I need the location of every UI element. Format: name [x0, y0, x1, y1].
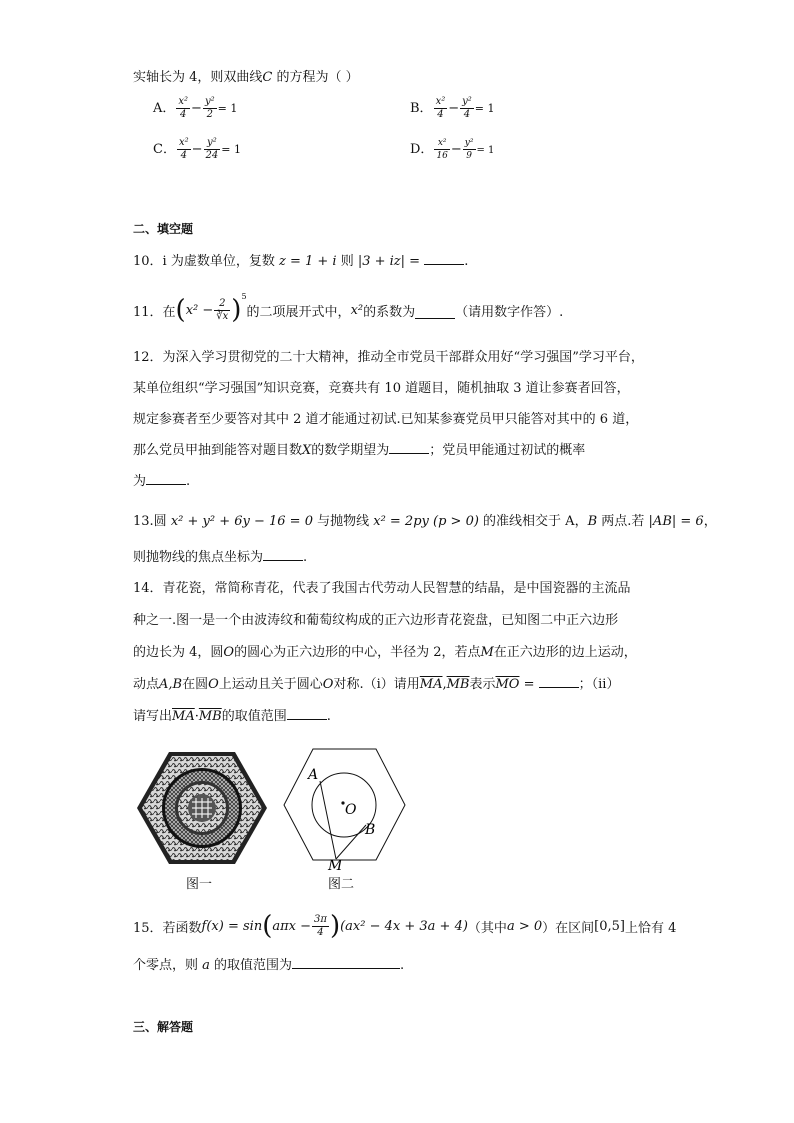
q11-text3: （请用数字作答）.: [455, 304, 564, 320]
q9-option-c: C． $\frac{\text{x²}}{4}$ − $\frac{\text{y²}}{24}$ = 1: [153, 137, 241, 161]
label-m: M: [328, 858, 343, 871]
q13-line2-end: .: [303, 550, 308, 565]
q15-line1: [133, 908, 676, 944]
q14-o: O: [208, 677, 219, 692]
q12-line4: [133, 435, 644, 466]
figure-2-hexagon-diagram: [282, 746, 407, 871]
frac-num: y²: [204, 137, 221, 150]
q11-paren-open: (: [175, 295, 186, 325]
q15-text2: （其中: [467, 920, 507, 936]
q14-line2: 种之一.图一是一个由波涛纹和葡萄纹构成的正六边形青花瓷盘，已知图二中正六边形: [133, 613, 619, 628]
option-label: A．: [153, 101, 176, 116]
figure-1-porcelain-plate: [136, 750, 268, 866]
label-o: O: [345, 802, 357, 818]
q9-stem-text: 实轴长为 4，则双曲线: [133, 70, 263, 85]
fraction: [176, 96, 190, 121]
q12-answer-blank-2: [146, 472, 186, 485]
q10-expr: z = 1 + i: [278, 254, 337, 269]
q15-fraction: [312, 914, 329, 939]
frac-num: x²: [435, 96, 446, 107]
q12-line4-text: 那么党员甲抽到能答对题目数: [133, 443, 303, 458]
q10-text2: 则: [336, 254, 358, 269]
frac-den: 4: [317, 926, 324, 938]
q9-option-a: A． $\frac{\text{x²}}{4}$ − $\frac{\text{y²}}{2}$ = 1: [153, 96, 238, 120]
fraction: [203, 96, 217, 121]
q14-line4-text5: 表示: [469, 677, 496, 692]
q11-number: 11．在: [133, 304, 176, 320]
q14-line3-text3: 在正六边形的边上运动，: [493, 645, 637, 660]
q12-line1: 12．为深入学习贯彻党的二十大精神，推动全市党员干部群众用好“学习强国”学习平台，: [133, 350, 644, 365]
frac-den: 4: [463, 109, 471, 120]
q9-stem-c: C: [262, 70, 273, 85]
q12-line5-end: .: [186, 474, 191, 489]
q15-answer-blank: [292, 956, 400, 969]
q11-text: 的二项展开式中，: [246, 304, 351, 320]
q15-line2-text2: 的取值范围为: [209, 958, 293, 973]
label-b: B: [365, 822, 376, 838]
q14-answer-blank-2: [287, 707, 327, 720]
q12-line5: [133, 466, 644, 497]
q14-ab: A,B: [159, 677, 183, 692]
frac-num: x²: [178, 137, 189, 148]
q14-vector-ma: $\overline{MA}$: [419, 677, 443, 692]
q12-line2: 某单位组织“学习强国”知识竞赛，竞赛共有 10 道题目，随机抽取 3 道让参赛者回答，: [133, 381, 630, 396]
frac-den: 9: [466, 151, 473, 161]
q15-line2-text: 个零点，则: [133, 958, 203, 973]
q9-stem-end: 的方程为（ ）: [272, 70, 359, 85]
q12-answer-blank-1: [389, 441, 429, 454]
q12-line4-text2: 的数学期望为: [311, 443, 390, 458]
q14-eq: =: [519, 677, 539, 692]
q10-abs: |3 + iz|: [357, 254, 406, 269]
q14-answer-blank-1: [539, 675, 579, 688]
q13-text3: 的准线相交于 A，: [478, 514, 588, 529]
q12-line5-text: 为: [133, 474, 147, 489]
section-heading-fill-blank: 二、填空题: [133, 222, 194, 236]
q10-number: 10．: [133, 254, 163, 269]
q14-line4-text3: 上运动且关于圆心: [218, 677, 323, 692]
q10: [133, 250, 468, 269]
q9-stem: [133, 66, 359, 85]
q14: [133, 573, 637, 733]
frac-num: x²: [178, 96, 189, 107]
q13-text5: ，: [703, 514, 717, 529]
frac-num: 3π: [314, 913, 327, 925]
q10-end: .: [464, 254, 469, 269]
frac-num: 2: [214, 298, 230, 311]
q14-line5-end: .: [326, 709, 331, 724]
fraction: [434, 96, 448, 121]
frac-num: y²: [462, 96, 472, 107]
frac-den: 4: [437, 109, 444, 120]
option-rhs: = 1: [474, 102, 495, 115]
q14-line4: 动点A,B在圆O上运动且关于圆心O对称.（i）请用$\overline{MA},\overline{MB}$表示$\overline{MO}$ = ；（ii）: [133, 677, 620, 692]
option-rhs: = 1: [221, 143, 241, 156]
frac-den: ∛x: [216, 310, 229, 322]
frac-num: y²: [464, 138, 474, 148]
q15-text4: 上恰有 4: [624, 920, 677, 936]
q14-line1: 14．青花瓷，常简称青花，代表了我国古代劳动人民智慧的结晶，是中国瓷器的主流品: [133, 581, 631, 596]
frac-num: x²: [434, 137, 449, 150]
q14-line4-text6: ；（ii）: [578, 677, 620, 692]
section-heading-solutions: 三、解答题: [133, 1020, 194, 1034]
q15-poly: (ax² − 4x + 3a + 4): [340, 918, 468, 934]
q12-x: X: [302, 443, 312, 458]
q9-option-d: D． $\frac{\text{x²}}{16}$ − $\frac{\text{y²}}{9}$ = 1: [410, 138, 495, 161]
q13-line1: [133, 510, 717, 529]
q14-vector-mb: $\overline{MB}$: [446, 677, 470, 692]
q15-condition: a > 0: [506, 918, 543, 934]
q14-vector-ma: $\overline{MA}$: [172, 709, 195, 724]
frac-den: 4: [180, 109, 187, 120]
q12-line4-text3: ；党员甲能通过初试的概率: [429, 443, 586, 458]
q12-line3: 规定参赛者至少要答对其中 2 道才能通过初试.已知某参赛党员甲只能答对其中的 6 道，: [133, 412, 639, 427]
q13-ab: |AB| = 6: [648, 514, 704, 529]
q15-function: f(x) = sin: [201, 918, 263, 934]
q9-option-b: B． $\frac{\text{x²}}{4}$ − $\frac{\text{y²}}{4}$ = 1: [410, 96, 495, 120]
q15-line2-end: .: [400, 958, 405, 973]
q13-circle-eq: x² + y² + 6y − 16 = 0: [170, 514, 313, 529]
q13-line2-text: 则抛物线的焦点坐标为: [133, 550, 264, 565]
q15-text3: ）在区间: [542, 920, 595, 936]
q12: [133, 342, 644, 497]
q14-vector-mb: $\overline{MB}$: [198, 709, 222, 724]
fraction: [204, 137, 221, 162]
q13-line2: [133, 546, 307, 565]
q15-a: a: [202, 958, 210, 973]
option-rhs: = 1: [476, 145, 495, 156]
q10-text3: =: [405, 254, 425, 269]
q13-text4: 两点.若: [597, 514, 649, 529]
q14-vector-mo: $\overline{MO}$: [495, 677, 520, 692]
q15-text: 15．若函数: [133, 920, 202, 936]
fraction: [177, 137, 191, 162]
option-label: C．: [153, 142, 176, 157]
q11: [133, 290, 563, 330]
q14-line4-text: 动点: [133, 677, 160, 692]
label-a: A: [308, 767, 319, 783]
frac-den: 16: [436, 151, 448, 161]
q14-line3: [133, 637, 637, 669]
q13-condition: (p > 0): [433, 514, 479, 529]
q11-fraction: [214, 298, 230, 323]
q14-o: O: [223, 645, 235, 660]
fraction: [460, 96, 474, 121]
q14-line3-text: 的边长为 4，圆: [133, 645, 224, 660]
q14-line4-text2: 在圆: [182, 677, 209, 692]
q11-text2: 的系数为: [363, 304, 416, 320]
q11-exponent: 5: [241, 292, 247, 301]
q14-line4-text4: 对称.（i）请用: [333, 677, 420, 692]
q15-line2: [133, 954, 404, 973]
line-mb: [336, 825, 366, 859]
q13-answer-blank: [263, 548, 303, 561]
q14-line3-text2: 的圆心为正六边形的中心，半径为 2，若点: [234, 645, 481, 660]
option-label: D．: [410, 142, 434, 157]
q11-paren-close: ): [231, 295, 242, 325]
q10-text: i 为虚数单位，复数: [162, 254, 279, 269]
q14-line5-text2: 的取值范围: [221, 709, 287, 724]
q14-o: O: [322, 677, 334, 692]
q15-interval: [0,5]: [594, 918, 625, 934]
line-ma: [320, 781, 336, 859]
q15-arg: aπx −: [272, 918, 312, 934]
q15-paren-close: ): [329, 911, 341, 941]
q14-m: M: [480, 645, 494, 660]
q13-parabola-eq: x² = 2py: [373, 514, 429, 529]
q14-line5-text: 请写出: [133, 709, 173, 724]
q13-text2: 与抛物线: [312, 514, 374, 529]
fraction: [463, 137, 476, 162]
figure-2-caption: 图二: [328, 877, 355, 892]
fraction: [434, 137, 449, 162]
q14-line5: 请写出$\overline{MA}\cdot\overline{MB}$的取值范围 .: [133, 709, 331, 724]
q11-term: x²: [350, 302, 364, 318]
option-rhs: = 1: [217, 102, 238, 115]
frac-den: 2: [206, 109, 213, 120]
figure-1-caption: 图一: [186, 877, 213, 892]
q11-base: x² −: [185, 302, 214, 318]
option-label: B．: [410, 101, 433, 116]
frac-num: y²: [204, 96, 215, 107]
q11-answer-blank: [415, 306, 455, 319]
q10-answer-blank: [424, 252, 464, 265]
frac-den: 24: [205, 150, 219, 161]
q13-text: 13.圆: [133, 514, 171, 529]
q15-paren-open: (: [262, 911, 273, 941]
frac-den: 4: [180, 150, 187, 161]
q13-b: B: [587, 514, 598, 529]
